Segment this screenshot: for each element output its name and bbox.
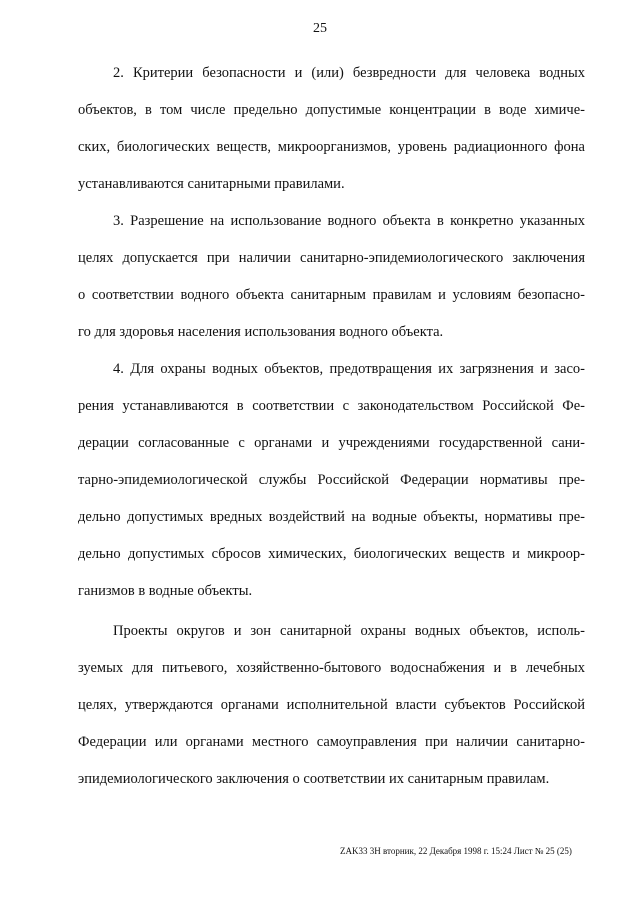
text-line: зуемых для питьевого, хозяйственно-бытового водоснабжения и в лечебных <box>78 660 585 676</box>
text-line: дерации согласованные с органами и учреждениями государственной сани- <box>78 435 585 451</box>
text-line: 4. Для охраны водных объектов, предотвращения их загрязнения и засо- <box>113 361 585 377</box>
page-number: 25 <box>313 21 327 36</box>
text-line: эпидемиологического заключения о соответствии их санитарным правилам. <box>78 771 550 787</box>
page-footer: ZAK33 3H вторник, 22 Декабря 1998 г. 15:24 Лист № 25 (25) <box>340 846 572 856</box>
text-line: объектов, в том числе предельно допустимые концентрации в воде химиче- <box>78 102 585 118</box>
text-line: дельно допустимых вредных воздействий на водные объекты, нормативы пре- <box>78 509 585 525</box>
text-line: дельно допустимых сбросов химических, биологических веществ и микроор- <box>78 546 585 562</box>
text-line: Проекты округов и зон санитарной охраны водных объектов, исполь- <box>113 623 585 639</box>
text-line: ских, биологических веществ, микроорганизмов, уровень радиационного фона <box>78 139 585 155</box>
text-line: о соответствии водного объекта санитарным правилам и условиям безопасно- <box>78 287 585 303</box>
text-line: целях допускается при наличии санитарно-эпидемиологического заключения <box>78 250 585 266</box>
text-line: целях, утверждаются органами исполнительной власти субъектов Российской <box>78 697 585 713</box>
text-line: рения устанавливаются в соответствии с законодательством Российской Фе- <box>78 398 585 414</box>
text-line: устанавливаются санитарными правилами. <box>78 176 345 192</box>
text-line: 3. Разрешение на использование водного объекта в конкретно указанных <box>113 213 585 229</box>
text-line: го для здоровья населения использования водного объекта. <box>78 324 444 340</box>
text-line: тарно-эпидемиологической службы Российской Федерации нормативы пре- <box>78 472 585 488</box>
text-line: 2. Критерии безопасности и (или) безвредности для человека водных <box>113 65 585 81</box>
text-line: Федерации или органами местного самоуправления при наличии санитарно- <box>78 734 585 750</box>
text-line: ганизмов в водные объекты. <box>78 583 253 599</box>
